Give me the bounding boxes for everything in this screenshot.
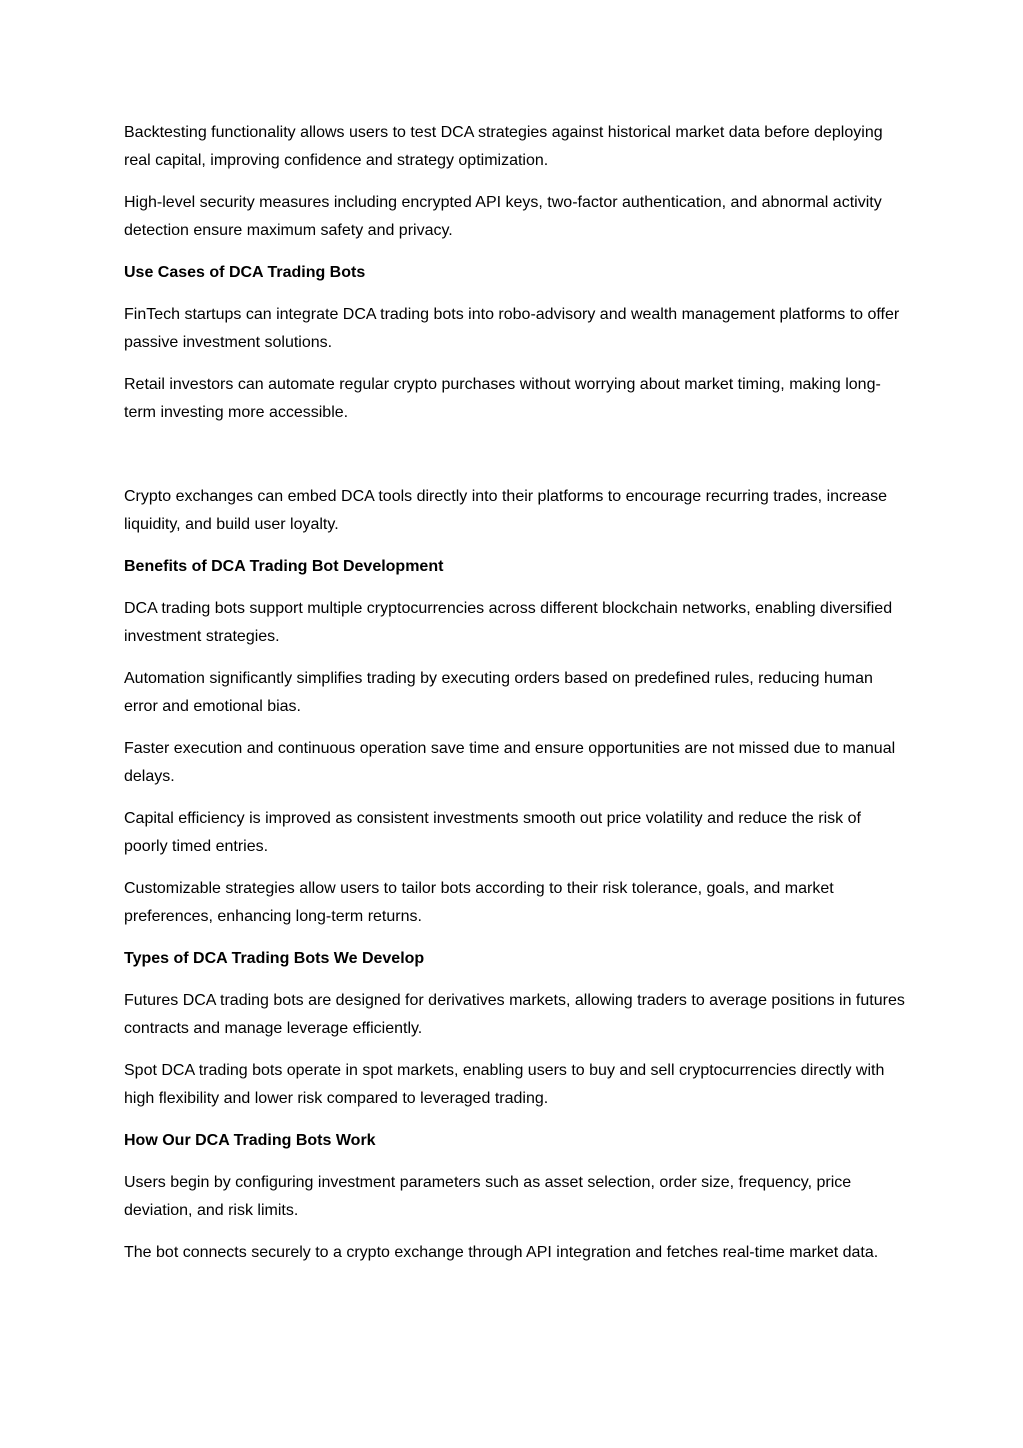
paragraph-spot-bots: Spot DCA trading bots operate in spot markets, enabling users to buy and sell cryptocurrencies directly with high flexibility and lower risk compared to leveraged trading. (124, 1062, 885, 1107)
paragraph-crypto-exchanges: Crypto exchanges can embed DCA tools directly into their platforms to encourage recurring trades, increase liquidity, and build user loyalty. (124, 488, 888, 533)
section-heading-use-cases: Use Cases of DCA Trading Bots (124, 264, 366, 281)
section-heading-benefits: Benefits of DCA Trading Bot Development (124, 558, 444, 575)
paragraph-customizable-strategies: Customizable strategies allow users to tailor bots according to their risk tolerance, goals, and market preferences, enhancing long-term returns. (124, 880, 834, 925)
paragraph-backtesting: Backtesting functionality allows users to test DCA strategies against historical market data before deploying real capital, improving confidence and strategy optimization. (124, 124, 883, 169)
paragraph-capital-efficiency: Capital efficiency is improved as consistent investments smooth out price volatility and reduce the risk of poorly timed entries. (124, 810, 861, 855)
paragraph-fintech-startups: FinTech startups can integrate DCA trading bots into robo-advisory and wealth management platforms to offer passive investment solutions. (124, 306, 900, 351)
paragraph-api-connection: The bot connects securely to a crypto exchange through API integration and fetches real-time market data. (124, 1244, 879, 1261)
paragraph-multi-crypto-support: DCA trading bots support multiple cryptocurrencies across different blockchain networks, enabling diversified investment strategies. (124, 600, 893, 645)
empty-paragraph (124, 441, 905, 469)
section-heading-types: Types of DCA Trading Bots We Develop (124, 950, 425, 967)
section-heading-how-bots-work: How Our DCA Trading Bots Work (124, 1132, 376, 1149)
paragraph-security: High-level security measures including encrypted API keys, two-factor authentication, and abnormal activity detection ensure maximum safety and privacy. (124, 194, 882, 239)
paragraph-retail-investors: Retail investors can automate regular crypto purchases without worrying about market timing, making long-term investing more accessible. (124, 376, 881, 421)
paragraph-automation: Automation significantly simplifies trading by executing orders based on predefined rules, reducing human error and emotional bias. (124, 670, 873, 715)
paragraph-faster-execution: Faster execution and continuous operation save time and ensure opportunities are not missed due to manual delays. (124, 740, 896, 785)
paragraph-futures-bots: Futures DCA trading bots are designed for derivatives markets, allowing traders to average positions in futures contracts and manage leverage efficiently. (124, 992, 905, 1037)
paragraph-configure-parameters: Users begin by configuring investment parameters such as asset selection, order size, frequency, price deviation, and risk limits. (124, 1174, 852, 1219)
